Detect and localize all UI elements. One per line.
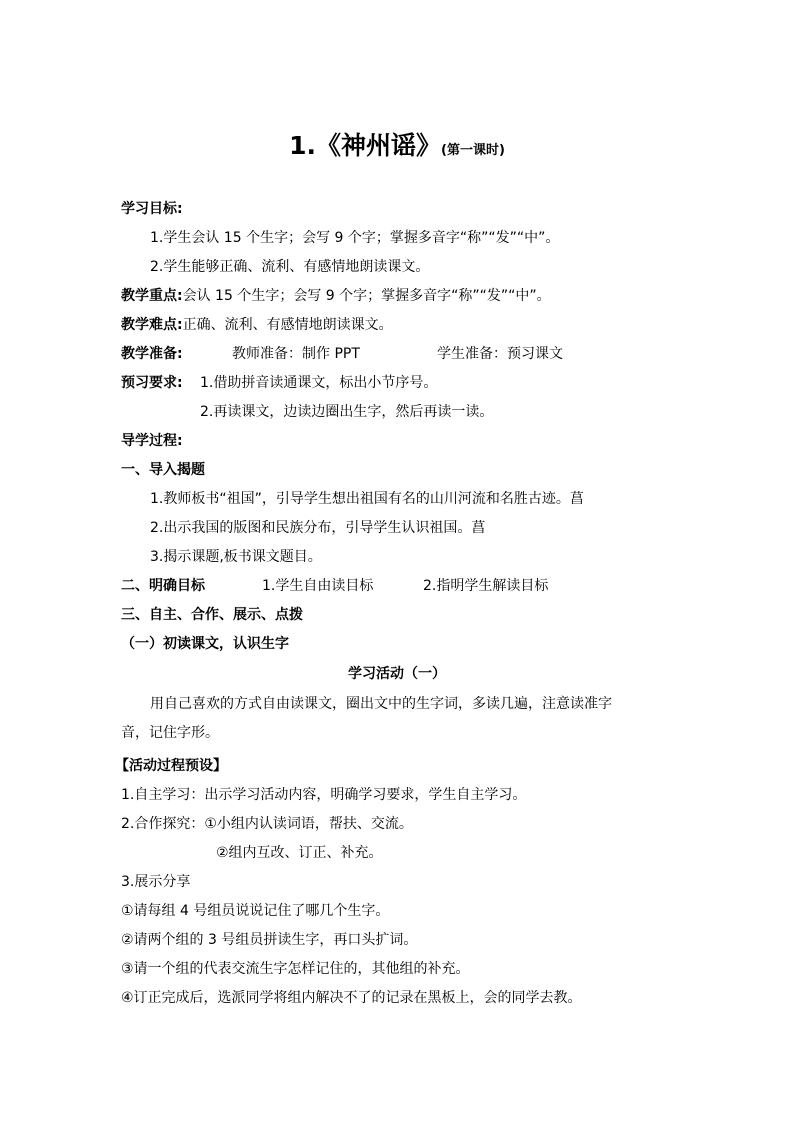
section2-heading: 二、明确目标	[121, 578, 205, 594]
preparation-student: 学生准备：预习课文	[437, 346, 563, 362]
difficulties-text: 正确、流利、有感情地朗读课文。	[182, 317, 393, 333]
section2-item: 2.指明学生解读目标	[423, 578, 549, 594]
share-item: ①请每组 4 号组员说说记住了哪几个生字。	[121, 903, 390, 919]
section1-item: 3.揭示课题,板书课文题目。	[150, 549, 322, 565]
objective-item: 1.学生会认 15 个生字；会写 9 个字；掌握多音字“称”“发”“中”。	[150, 230, 560, 246]
activity-text-line2: 音，记住字形。	[121, 725, 219, 741]
activity-text-line1: 用自己喜欢的方式自由读课文，圈出文中的生字词，多读几遍，注意读准字	[150, 696, 612, 712]
objective-item: 2.学生能够正确、流利、有感情地朗读课文。	[150, 259, 430, 275]
preset-step1: 1.自主学习：出示学习活动内容，明确学习要求，学生自主学习。	[121, 787, 527, 803]
preview-item: 2.再读课文，边读边圈出生字，然后再读一读。	[200, 404, 494, 420]
share-item: ④订正完成后，选派同学将组内解决不了的记录在黑板上，会的同学去教。	[121, 990, 582, 1006]
section2-item: 1.学生自由读目标	[262, 578, 374, 594]
preparation-teacher: 教师准备：制作 PPT	[232, 346, 360, 362]
preview-label: 预习要求:	[121, 375, 183, 391]
preview-item: 1.借助拼音读通课文，标出小节序号。	[200, 375, 438, 391]
section1-item: 2.出示我国的版图和民族分布，引导学生认识祖国。菖	[150, 520, 486, 536]
difficulties-line	[121, 315, 393, 335]
section1-heading: 一、导入揭题	[121, 462, 205, 478]
activity-title: 学习活动（一）	[348, 666, 446, 682]
share-item: ③请一个组的代表交流生字怎样记住的，其他组的补充。	[121, 961, 470, 977]
difficulties-label: 教学难点:	[121, 317, 183, 333]
section1-item: 1.教师板书“祖国”，引导学生想出祖国有名的山川河流和名胜古迹。菖	[150, 491, 584, 507]
subsection1-heading: （一）初读课文，认识生字	[121, 636, 289, 652]
preset-step2b: ②组内互改、订正、补充。	[216, 845, 383, 861]
page-title	[0, 128, 794, 169]
section3-heading: 三、自主、合作、展示、点拨	[121, 607, 303, 623]
key-points-text: 会认 15 个生字；会写 9 个字；掌握多音字“称”“发”“中”。	[182, 288, 551, 304]
title-sub: (第一课时)	[441, 143, 505, 158]
title-main: 1.《神州谣》	[289, 131, 441, 160]
preset-step3: 3.展示分享	[121, 874, 191, 890]
objectives-label: 学习目标:	[121, 201, 183, 217]
preset-step2a: 2.合作探究：①小组内认读词语，帮扶、交流。	[121, 816, 413, 832]
key-points-line	[121, 286, 551, 306]
preparation-label: 教学准备:	[121, 346, 183, 362]
share-item: ②请两个组的 3 号组员拼读生字，再口头扩词。	[121, 932, 418, 948]
preset-heading: 【活动过程预设】	[115, 758, 227, 774]
key-points-label: 教学重点:	[121, 288, 183, 304]
process-label: 导学过程:	[121, 433, 183, 449]
